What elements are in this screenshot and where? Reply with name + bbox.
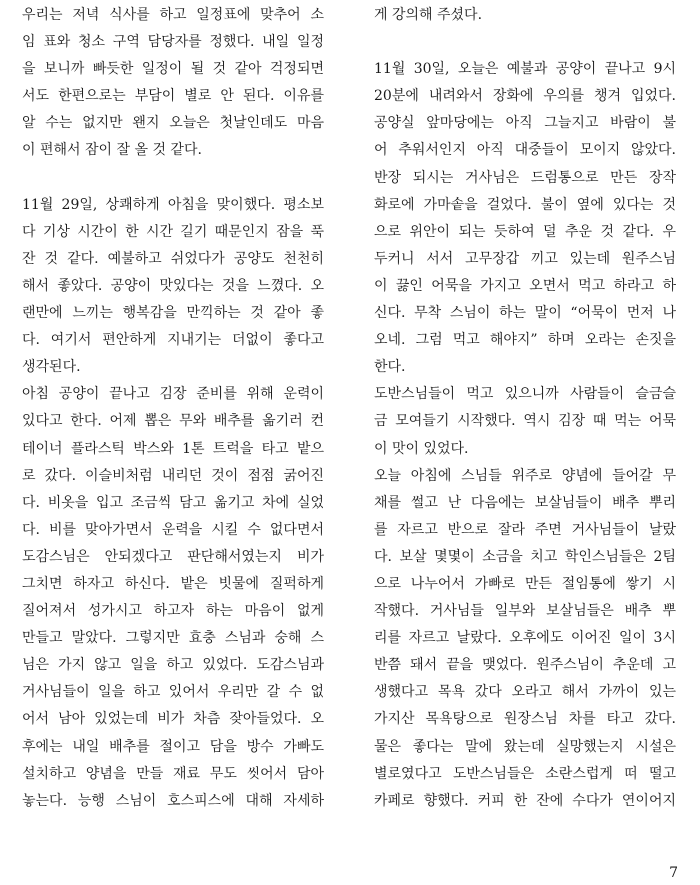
text-line: 카페로 향했다. 커피 한 잔에 수다가 연이어지 [374, 792, 676, 809]
text-line: 오네. 그럼 먹고 해야지” 하며 오라는 손짓을 [374, 332, 676, 349]
text-line: 도감스님은 안되겠다고 판단해서였는지 비가 [22, 548, 324, 565]
text-line: 다. 보살 몇몇이 소금을 치고 학인스님들은 2팀 [374, 548, 676, 565]
text-line: 11월 30일, 오늘은 예불과 공양이 끝나고 9시 [374, 61, 676, 78]
text-line: 있다고 한다. 어제 뽑은 무와 배추를 옮기러 컨 [22, 413, 324, 430]
text-line: 그치면 하자고 하신다. 밭은 빗물에 질퍽하게 [22, 575, 324, 592]
text-line: 테이너 플라스틱 박스와 1톤 트럭을 타고 밭으 [22, 440, 324, 457]
text-line: 로 갔다. 이슬비처럼 내리던 것이 점점 굵어진 [22, 467, 324, 484]
text-line: 을 보니까 빠듯한 일정이 될 것 같아 걱정되면 [22, 61, 324, 78]
text-line: 신다. 무착 스님이 하는 말이 “어묵이 먼저 나 [374, 305, 676, 322]
text-line: 으로 나누어서 가빠로 만든 절임통에 쌓기 시 [374, 575, 676, 592]
text-line: 두커니 서서 고무장갑 끼고 있는데 원주스님 [374, 250, 676, 267]
text-line: 를 자르고 반으로 잘라 주면 거사님들이 날랐 [374, 521, 676, 538]
text-line: 으로 위안이 되는 듯하여 덜 추운 것 같다. 우 [374, 223, 676, 240]
text-line: 다. 비옷을 입고 조금씩 담고 옮기고 차에 실었 [22, 494, 324, 511]
text-line: 20분에 내려와서 장화에 우의를 챙겨 입었다. [374, 88, 676, 105]
text-line: 11월 29일, 상쾌하게 아침을 맞이했다. 평소보 [22, 196, 324, 213]
text-line [374, 29, 676, 56]
text-line: 채를 썰고 난 다음에는 보살님들이 배추 뿌리 [374, 494, 676, 511]
text-line: 한다. [374, 359, 406, 376]
text-line: 어 추워서인지 아직 대중들이 모이지 않았다. [374, 142, 676, 159]
text-line: 질어져서 성가시고 하고자 하는 마음이 없게 [22, 603, 324, 620]
text-line: 서도 한편으로는 부담이 별로 안 된다. 이유를 [22, 88, 324, 105]
text-line: 후에는 내일 배추를 절이고 담을 방수 가빠도 [22, 738, 324, 755]
text-line: 도반스님들이 먹고 있으니까 사람들이 슬금슬 [374, 386, 676, 403]
text-line: 설치하고 양념을 만들 재료 무도 씻어서 담아 [22, 765, 324, 782]
text-line: 게 강의해 주셨다. [374, 7, 483, 23]
text-line: 님은 가지 않고 일을 하고 있었다. 도감스님과 [22, 657, 324, 674]
text-line: 리를 자르고 날랐다. 오후에도 이어진 일이 3시 [374, 630, 676, 647]
text-line: 생각된다. [22, 359, 81, 376]
text-line: 화로에 가마솥을 걸었다. 불이 옆에 있다는 것 [374, 196, 676, 213]
text-line: 반장 되시는 거사님은 드럼통으로 만든 장작 [374, 169, 676, 186]
text-line: 다. 비를 맞아가면서 운력을 시킬 수 없다면서 [22, 521, 324, 538]
text-line: 오늘 아침에 스님들 위주로 양념에 들어갈 무 [374, 467, 676, 484]
text-line: 다 기상 시간이 한 시간 길기 때문인지 잠을 푹 [22, 223, 324, 240]
text-line: 임 표와 청소 구역 담당자를 정했다. 내일 일정 [22, 34, 324, 51]
text-line: 해서 좋았다. 공양이 맛있다는 것을 느꼈다. 오 [22, 277, 324, 294]
text-line: 만들고 말았다. 그렇지만 효충 스님과 숭해 스 [22, 630, 324, 647]
text-line: 생했다고 목욕 갔다 오라고 해서 가까이 있는 [374, 684, 676, 701]
text-line: 이 편해서 잠이 잘 올 것 같다. [22, 142, 202, 159]
right-text-column [374, 2, 676, 815]
text-line: 다. 여기서 편안하게 지내기는 더없이 좋다고 [22, 332, 324, 349]
text-line: 물은 좋다는 말에 왔는데 실망했는지 시설은 [374, 738, 676, 755]
text-line: 거사님들이 일을 하고 있어서 우리만 갈 수 없 [22, 684, 324, 701]
text-line: 이 맛이 있었다. [374, 440, 469, 457]
left-text-column [22, 2, 324, 815]
text-line: 아침 공양이 끝나고 김장 준비를 위해 운력이 [22, 386, 324, 403]
text-line: 어서 남아 있었는데 비가 차츰 잦아들었다. 오 [22, 711, 324, 728]
text-line: 알 수는 없지만 왠지 오늘은 첫날인데도 마음 [22, 115, 324, 132]
page-number: 7 [669, 865, 678, 881]
text-line [22, 165, 324, 192]
text-line: 랜만에 느끼는 행복감을 만끽하는 것 같아 좋 [22, 305, 324, 322]
text-line: 공양실 앞마당에는 아직 그늘지고 바람이 불 [374, 115, 676, 132]
text-line: 작했다. 거사님들 일부와 보살님들은 배추 뿌 [374, 603, 676, 620]
text-line: 우리는 저녁 식사를 하고 일정표에 맞추어 소 [22, 7, 324, 23]
text-line: 놓는다. 능행 스님이 호스피스에 대해 자세하 [22, 792, 324, 809]
text-line: 가지산 목욕탕으로 원장스님 차를 타고 갔다. [374, 711, 676, 728]
text-line: 반쯤 돼서 끝을 맺었다. 원주스님이 추운데 고 [374, 657, 676, 674]
text-line: 이 끓인 어묵을 가지고 오면서 먹고 하라고 하 [374, 277, 676, 294]
text-line: 별로였다고 도반스님들은 소란스럽게 떠 떨고 [374, 765, 676, 782]
text-line: 잔 것 같다. 예불하고 쉬었다가 공양도 천천히 [22, 250, 324, 267]
text-line: 금 모여들기 시작했다. 역시 김장 때 먹는 어묵 [374, 413, 676, 430]
